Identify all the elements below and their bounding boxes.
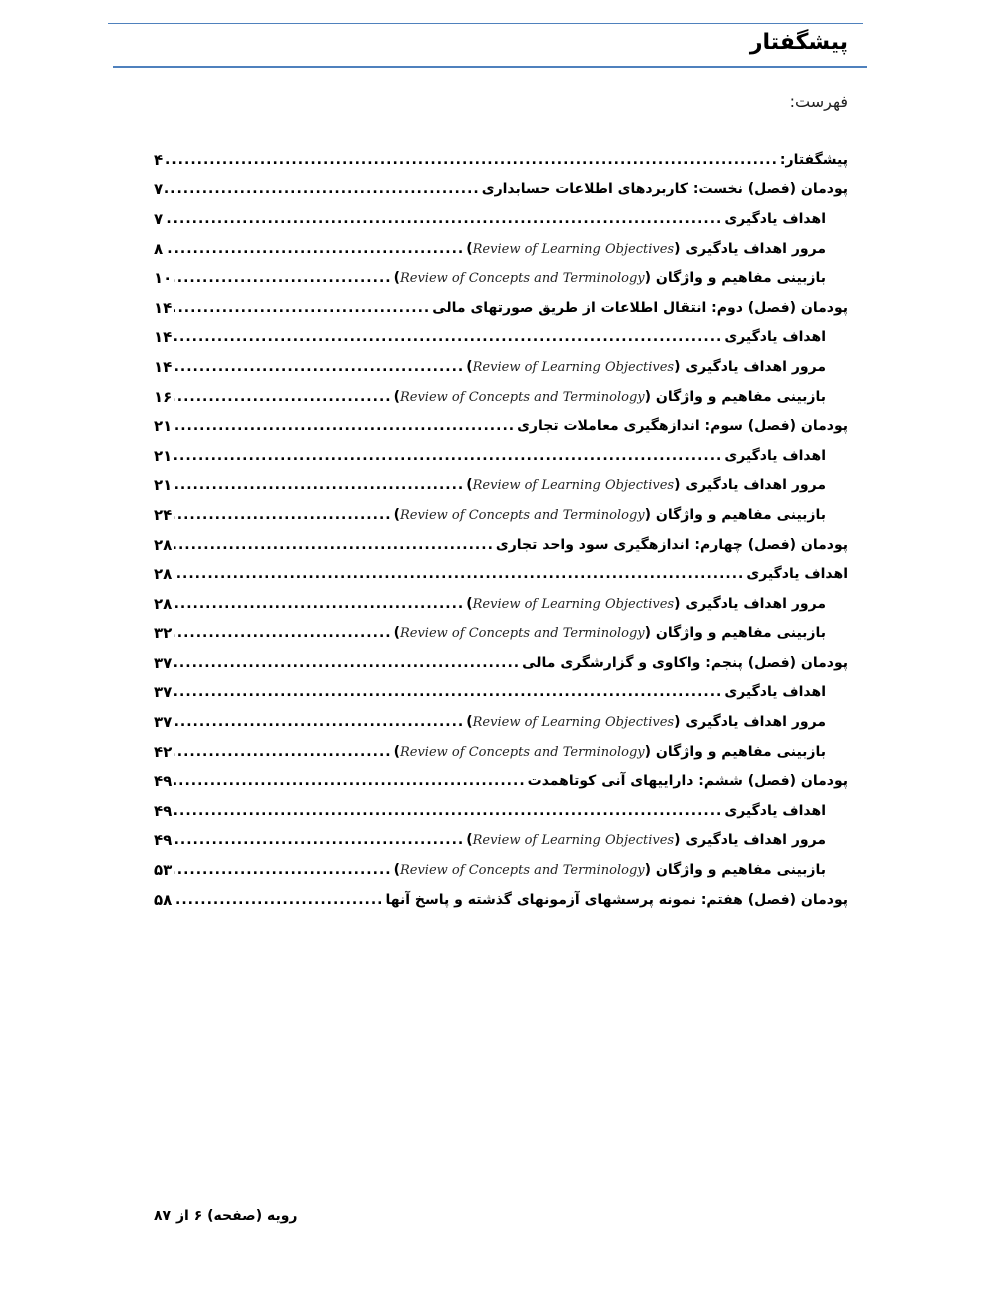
- toc-entry-title: پیشگفتار:: [779, 151, 848, 168]
- toc-entry-close-paren: ): [466, 240, 473, 257]
- toc-entry-label: [528, 773, 848, 789]
- toc-entry-title: بازبینی مفاهیم و واژگان (: [644, 506, 826, 523]
- toc-entry-title: مرور اهداف یادگیری (: [674, 358, 826, 375]
- toc-entry-close-paren: ): [393, 388, 400, 405]
- toc-entry-title: پودمان (فصل) پنجم: واکاوی و گزارشگری مالی: [522, 654, 848, 671]
- toc-entry[interactable]: [154, 619, 848, 649]
- toc-entry-title: بازبینی مفاهیم و واژگان (: [644, 270, 826, 287]
- toc-entry-page-number: ۳۷: [154, 683, 173, 702]
- toc-entry[interactable]: [154, 234, 848, 264]
- toc-entry-label: [466, 241, 826, 257]
- toc-entry-close-paren: ): [466, 832, 473, 849]
- toc-entry-english-title: Review of Learning Objectives: [472, 359, 675, 375]
- header-title: پیشگفتار: [749, 30, 848, 55]
- toc-entry-english-title: Review of Learning Objectives: [472, 241, 675, 257]
- toc-entry-label: [746, 566, 848, 582]
- toc-entry-page-number: ۱۴: [154, 357, 173, 376]
- toc-dot-leader: [174, 596, 464, 612]
- toc-entry[interactable]: [154, 145, 848, 175]
- toc-entry-close-paren: ): [466, 358, 473, 375]
- toc-entry-english-title: Review of Concepts and Terminology: [399, 744, 645, 760]
- toc-dot-leader: [174, 477, 464, 493]
- toc-dot-leader: [174, 359, 464, 375]
- toc-entry-page-number: ۳۷: [154, 653, 173, 672]
- toc-entry-title: مرور اهداف یادگیری (: [674, 477, 826, 494]
- toc-entry-close-paren: ): [466, 477, 473, 494]
- toc-entry-label: [386, 892, 849, 908]
- toc-entry-title: پودمان (فصل) سوم: اندازهگیری معاملات تجاری: [517, 418, 848, 435]
- toc-entry-page-number: ۸: [154, 239, 164, 258]
- toc-entry-english-title: Review of Concepts and Terminology: [399, 271, 645, 287]
- header-rule-top: [108, 23, 863, 24]
- toc-entry-label: [496, 537, 848, 553]
- toc-entry-title: اهداف یادگیری: [724, 329, 826, 346]
- toc-dot-leader: [174, 537, 494, 553]
- toc-entry-title: مرور اهداف یادگیری (: [674, 240, 826, 257]
- toc-entry[interactable]: [154, 589, 848, 619]
- toc-entry-title: پودمان (فصل) هفتم: نمونه پرسشهای آزمونهای گذشته و پاسخ آنها: [385, 891, 848, 908]
- toc-entry-page-number: ۲۸: [154, 565, 173, 584]
- toc-entry[interactable]: [154, 441, 848, 471]
- toc-entry-close-paren: ): [466, 595, 473, 612]
- toc-dot-leader: [174, 744, 391, 760]
- toc-entry-label: [466, 832, 826, 848]
- toc-entry-label: [482, 181, 848, 197]
- toc-entry-close-paren: ): [393, 506, 400, 523]
- toc-entry-label: [724, 803, 826, 819]
- toc-entry[interactable]: [154, 737, 848, 767]
- toc-entry[interactable]: [154, 826, 848, 856]
- toc-dot-leader: [174, 862, 391, 878]
- toc-entry[interactable]: [154, 204, 848, 234]
- toc-entry[interactable]: [154, 796, 848, 826]
- toc-entry[interactable]: [154, 175, 848, 205]
- toc-entry-english-title: Review of Concepts and Terminology: [399, 389, 645, 405]
- toc-entry-close-paren: ): [393, 270, 400, 287]
- toc-entry-title: بازبینی مفاهیم و واژگان (: [644, 862, 826, 879]
- toc-entry-english-title: Review of Concepts and Terminology: [399, 626, 645, 642]
- toc-entry-label: [394, 507, 826, 523]
- toc-entry[interactable]: [154, 559, 848, 589]
- toc-entry-english-title: Review of Learning Objectives: [472, 833, 675, 849]
- toc-entry-label: [466, 596, 826, 612]
- toc-entry-english-title: Review of Learning Objectives: [472, 715, 675, 731]
- toc-dot-leader: [174, 625, 391, 641]
- toc-entry-label: [394, 862, 826, 878]
- toc-entry-page-number: ۲۱: [154, 446, 173, 465]
- toc-entry[interactable]: [154, 766, 848, 796]
- toc-dot-leader: [174, 803, 722, 819]
- toc-entry[interactable]: [154, 855, 848, 885]
- toc-entry-page-number: ۴۹: [154, 772, 173, 791]
- toc-entry-page-number: ۴۹: [154, 831, 173, 850]
- toc-entry-label: [724, 448, 826, 464]
- toc-dot-leader: [174, 832, 464, 848]
- toc-entry-page-number: ۵۸: [154, 890, 173, 909]
- toc-entry-close-paren: ): [393, 743, 400, 760]
- toc-entry-page-number: ۱۰: [154, 269, 173, 288]
- toc-entry-title: مرور اهداف یادگیری (: [674, 832, 826, 849]
- toc-dot-leader: [165, 211, 722, 227]
- toc-entry-label: [466, 359, 826, 375]
- toc-dot-leader: [174, 773, 525, 789]
- toc-entry[interactable]: [154, 293, 848, 323]
- toc-entry-title: بازبینی مفاهیم و واژگان (: [644, 743, 826, 760]
- toc-entry-page-number: ۳۲: [154, 624, 173, 643]
- toc-entry-english-title: Review of Learning Objectives: [472, 478, 675, 494]
- toc-entry-label: [394, 625, 826, 641]
- toc-entry-label: [517, 418, 848, 434]
- toc-entry-english-title: Review of Concepts and Terminology: [399, 863, 645, 879]
- toc-entry-title: اهداف یادگیری: [724, 684, 826, 701]
- toc-entry-title: اهداف یادگیری: [746, 566, 848, 583]
- toc-entry-page-number: ۲۸: [154, 535, 173, 554]
- toc-entry-title: اهداف یادگیری: [724, 210, 826, 227]
- toc-entry-label: [724, 211, 826, 227]
- toc-entry-title: اهداف یادگیری: [724, 447, 826, 464]
- toc-entry-label: [780, 152, 848, 168]
- toc-entry-english-title: Review of Concepts and Terminology: [399, 507, 645, 523]
- toc-dot-leader: [174, 714, 464, 730]
- toc-dot-leader: [174, 655, 520, 671]
- toc-entry[interactable]: [154, 707, 848, 737]
- toc-entry-english-title: Review of Learning Objectives: [472, 596, 675, 612]
- toc-entry-title: اهداف یادگیری: [724, 802, 826, 819]
- toc-entry[interactable]: [154, 323, 848, 353]
- toc-entry-label: [394, 389, 826, 405]
- toc-dot-leader: [165, 181, 480, 197]
- toc-entry-title: مرور اهداف یادگیری (: [674, 595, 826, 612]
- toc-dot-leader: [174, 329, 722, 345]
- toc-entry-label: [394, 270, 826, 286]
- toc-entry-label: [466, 714, 826, 730]
- toc-entry-title: مرور اهداف یادگیری (: [674, 714, 826, 731]
- toc-heading: فهرست:: [789, 92, 848, 111]
- toc-dot-leader: [174, 300, 430, 316]
- toc-entry-page-number: ۳۷: [154, 713, 173, 732]
- toc-entry[interactable]: [154, 500, 848, 530]
- toc-dot-leader: [174, 418, 515, 434]
- toc-entry-label: [724, 684, 826, 700]
- toc-entry[interactable]: [154, 530, 848, 560]
- toc-entry-close-paren: ): [393, 625, 400, 642]
- toc-dot-leader: [165, 152, 778, 168]
- toc-entry-title: بازبینی مفاهیم و واژگان (: [644, 388, 826, 405]
- toc-entry-page-number: ۱۴: [154, 328, 173, 347]
- toc-dot-leader: [174, 566, 744, 582]
- toc-entry-page-number: ۲۱: [154, 476, 173, 495]
- toc-entry-title: پودمان (فصل) چهارم: اندازهگیری سود واحد تجاری: [495, 536, 848, 553]
- table-of-contents: [154, 145, 848, 914]
- toc-entry-title: بازبینی مفاهیم و واژگان (: [644, 625, 826, 642]
- toc-entry-title: پودمان (فصل) دوم: انتقال اطلاعات از طریق صورتهای مالی: [432, 299, 848, 316]
- toc-entry[interactable]: [154, 263, 848, 293]
- toc-dot-leader: [174, 507, 391, 523]
- toc-dot-leader: [174, 892, 383, 908]
- toc-entry-page-number: ۷: [154, 209, 164, 228]
- toc-entry-page-number: ۵۳: [154, 861, 173, 880]
- toc-entry-label: [522, 655, 848, 671]
- toc-entry[interactable]: [154, 885, 848, 915]
- toc-entry-title: پودمان (فصل) نخست: کاربردهای اطلاعات حسابداری: [481, 181, 848, 198]
- toc-entry-page-number: ۴: [154, 150, 164, 169]
- toc-entry-page-number: ۴۲: [154, 742, 173, 761]
- toc-entry-label: [724, 329, 826, 345]
- toc-dot-leader: [174, 270, 391, 286]
- toc-entry-label: [432, 300, 848, 316]
- toc-entry-close-paren: ): [466, 714, 473, 731]
- toc-entry-label: [394, 744, 826, 760]
- toc-dot-leader: [165, 241, 464, 257]
- toc-entry-page-number: ۲۸: [154, 594, 173, 613]
- toc-entry[interactable]: [154, 648, 848, 678]
- toc-entry-page-number: ۱۶: [154, 387, 173, 406]
- toc-entry-page-number: ۲۴: [154, 505, 173, 524]
- toc-entry[interactable]: [154, 411, 848, 441]
- toc-entry[interactable]: [154, 678, 848, 708]
- toc-entry[interactable]: [154, 471, 848, 501]
- toc-entry-page-number: ۴۹: [154, 801, 173, 820]
- toc-dot-leader: [174, 389, 391, 405]
- toc-entry[interactable]: [154, 352, 848, 382]
- toc-entry-label: [466, 477, 826, 493]
- toc-entry-page-number: ۲۱: [154, 417, 173, 436]
- toc-dot-leader: [174, 448, 722, 464]
- toc-entry[interactable]: [154, 382, 848, 412]
- page-footer: رویه (صفحه) ۶ از ۸۷: [154, 1208, 298, 1224]
- toc-entry-close-paren: ): [393, 862, 400, 879]
- toc-entry-page-number: ۷: [154, 180, 164, 199]
- toc-entry-title: پودمان (فصل) ششم: داراییهای آنی کوتاهمدت: [527, 773, 848, 790]
- toc-dot-leader: [174, 684, 722, 700]
- header-rule-bottom: [113, 66, 867, 68]
- toc-entry-page-number: ۱۴: [154, 298, 173, 317]
